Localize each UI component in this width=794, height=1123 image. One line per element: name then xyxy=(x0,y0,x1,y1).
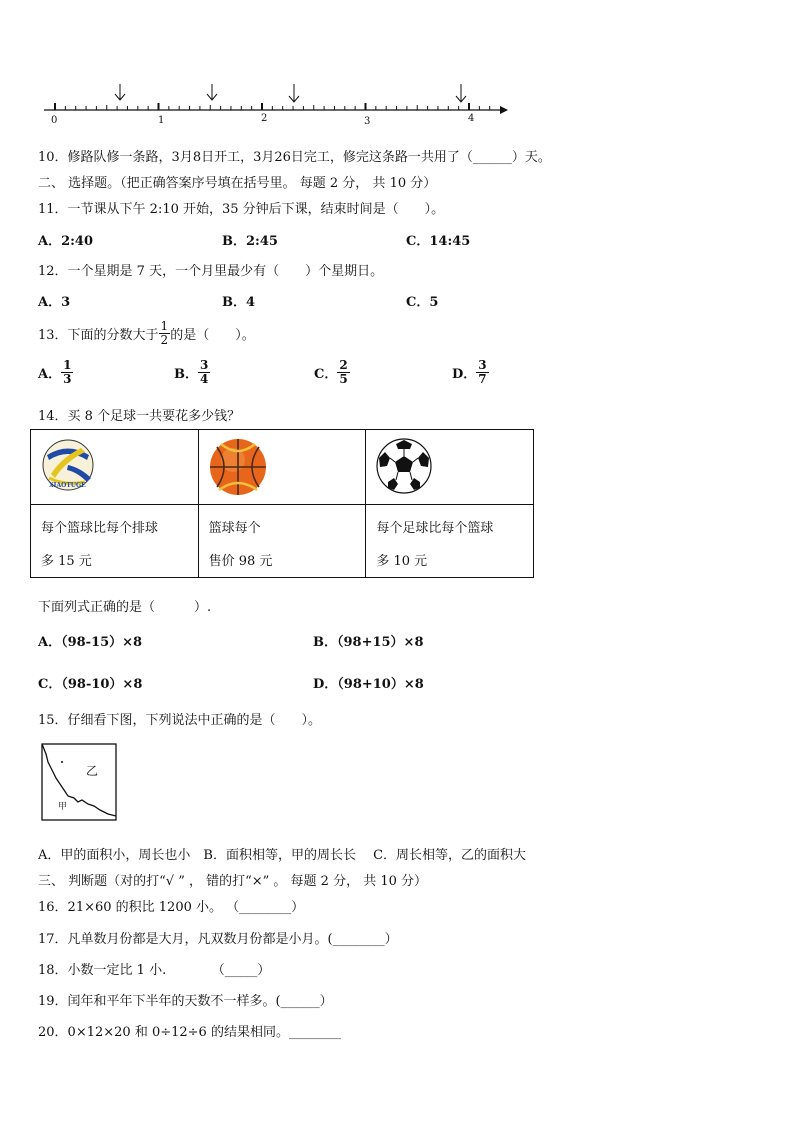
q11-option-a: A．2:40 xyxy=(38,234,94,249)
q14-option-b: B．（98+15）×8 xyxy=(313,635,424,650)
question-12: 12．一个星期是 7 天，一个月里最少有（ ）个星期日。 xyxy=(38,264,384,279)
q13-prefix: 13．下面的分数大于 xyxy=(38,328,159,343)
q13-suffix: 的是（ ）。 xyxy=(170,328,255,343)
question-20: 20．0×12×20 和 0÷12÷6 的结果相同。________ xyxy=(38,1025,341,1040)
question-18: 18．小数一定比 1 小. （_____） xyxy=(38,963,271,978)
q12-option-c: C．5 xyxy=(406,295,439,310)
football-info: 每个足球比每个篮球 多 10 元 xyxy=(366,505,534,578)
label-jia: 甲 xyxy=(58,802,68,812)
q14-question: 下面列式正确的是（ ）. xyxy=(38,600,212,615)
section-3-heading: 三、 判断题（对的打“√ ” ， 错的打“×” 。 每题 2 分， 共 10 分） xyxy=(38,874,428,889)
basketball-info: 篮球每个 售价 98 元 xyxy=(198,505,366,578)
question-14: 14．买 8 个足球一共要花多少钱？ xyxy=(38,409,241,424)
q15-options: A．甲的面积小，周长也小 B．面积相等，甲的周长长 C．周长相等，乙的面积大 xyxy=(38,848,527,863)
q14-option-a: A．（98-15）×8 xyxy=(38,635,143,650)
tick-label-2: 2 xyxy=(261,113,268,124)
q11-option-c: C．14:45 xyxy=(406,234,471,249)
tick-label-3: 3 xyxy=(364,116,371,127)
volleyball-info: 每个篮球比每个排球 多 15 元 xyxy=(31,505,199,578)
question-13 xyxy=(38,320,255,347)
q13-option-d: D． $\frac{3}{7}$ xyxy=(452,358,487,386)
question-16: 16．21×60 的积比 1200 小。 （________） xyxy=(38,900,305,915)
ball-price-table xyxy=(30,429,534,578)
q14-option-c: C．（98-10）×8 xyxy=(38,677,143,692)
tick-label-0: 0 xyxy=(51,115,58,126)
q12-option-a: A．3 xyxy=(38,295,71,310)
q13-option-b: B． $\frac{3}{4}$ xyxy=(174,358,209,386)
q13-option-a: A． $\frac{1}{3}$ xyxy=(38,358,72,386)
question-19: 19．闰年和平年下半年的天数不一样多。(______） xyxy=(38,994,333,1009)
area-perimeter-figure xyxy=(38,740,122,828)
q12-option-b: B．4 xyxy=(222,295,256,310)
soccer-ball-icon xyxy=(376,438,432,494)
volleyball-cell xyxy=(31,430,199,505)
basketball-cell xyxy=(198,430,366,505)
q13-fraction: $\frac{1}{2}$ xyxy=(160,319,169,347)
label-yi: 乙 xyxy=(86,764,99,778)
volleyball-brand: XIAOTUGE xyxy=(49,482,86,489)
tick-label-4: 4 xyxy=(468,113,475,124)
q13-option-c: C． $\frac{2}{5}$ xyxy=(314,358,348,386)
number-line xyxy=(40,80,510,130)
q14-option-d: D．（98+10）×8 xyxy=(313,677,424,692)
basketball-icon xyxy=(209,438,267,496)
arrow-markers xyxy=(115,84,466,102)
question-11: 11．一节课从下午 2:10 开始，35 分钟后下课，结束时间是（ ）。 xyxy=(38,202,445,217)
question-10: 10．修路队修一条路，3月8日开工，3月26日完工，修完这条路一共用了（______）天。 xyxy=(38,150,551,165)
football-cell xyxy=(366,430,534,505)
q11-option-b: B．2:45 xyxy=(222,234,278,249)
tick-label-1: 1 xyxy=(158,115,165,126)
section-2-heading: 二、 选择题。（把正确答案序号填在括号里。 每题 2 分， 共 10 分） xyxy=(38,176,437,191)
question-15: 15．仔细看下图，下列说法中正确的是（ ）。 xyxy=(38,713,322,728)
question-17: 17．凡单数月份都是大月，凡双数月份都是小月。(________） xyxy=(38,932,398,947)
